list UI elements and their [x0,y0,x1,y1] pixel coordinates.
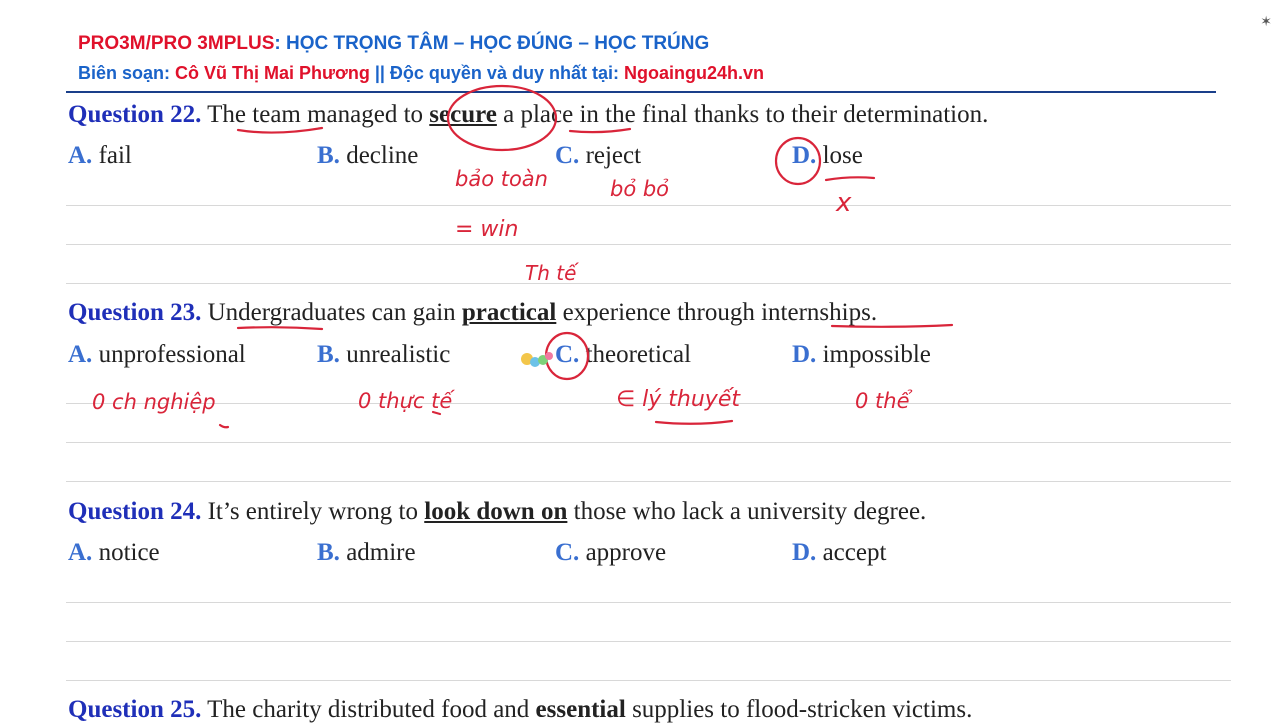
question-text: a place in the final thanks to their determination. [496,101,989,128]
question-text: experience through internships. [556,299,878,326]
option-text: accept [816,539,887,566]
annotation-text: bỏ bỏ [610,177,670,201]
course-name: PRO3M/PRO 3MPLUS [78,33,275,54]
annotation-text: 0 ch nghiệp [92,390,216,414]
question-number: Question 25. [68,696,202,723]
circle-mark [448,86,556,150]
option-letter: D. [792,539,817,566]
option-letter: C. [555,539,580,566]
header-separator: : [274,33,281,54]
editor-name: Cô Vũ Thị Mai Phương [175,63,370,83]
annotation-text: Th tế [525,261,577,285]
tick-mark [220,425,228,427]
question-text: It’s entirely wrong to [201,498,425,525]
option-text: unprofessional [92,341,246,368]
underline-stroke [238,128,322,133]
slogan: HỌC TRỌNG TÂM – HỌC ĐÚNG – HỌC TRÚNG [280,33,710,54]
option-letter: A. [68,539,93,566]
question-number: Question 23. [68,299,202,326]
question-text: those who lack a university degree. [567,498,927,525]
option-letter: A. [68,142,93,169]
option-letter: B. [317,142,340,169]
question-keyword: secure [429,101,497,128]
option-letter: D. [792,142,817,169]
underline-stroke [570,129,630,132]
question-number: Question 22. [68,101,202,128]
question-text: supplies to flood-stricken victims. [625,696,973,723]
question-keyword: look down on [424,498,568,525]
annotation-text: 0 thể [855,389,910,413]
option-letter: D. [792,341,817,368]
question-keyword: practical [461,299,557,326]
option-text: fail [92,142,132,169]
annotation-text: bảo toàn [455,167,548,191]
option-letter: B. [317,341,340,368]
option-text: approve [579,539,667,566]
annotation-text: ∈ lý thuyết [616,387,740,412]
site-name: Ngoaingu24h.vn [623,63,764,83]
option-letter: B. [317,539,340,566]
annotation-text: 0 thực tế [358,389,453,413]
question-number: Question 24. [68,498,202,525]
option-text: reject [579,142,642,169]
editor-label: Biên soạn: [78,63,176,83]
underline-stroke [656,421,732,424]
question-text: Undergraduates can gain [201,299,462,326]
exclusive-text: || Độc quyền và duy nhất tại: [369,63,624,83]
sparkle-icon: ✶ [1260,14,1272,30]
option-text: admire [339,539,416,566]
question-text: The charity distributed food and [201,696,536,723]
option-letter: C. [555,142,580,169]
answer-circle-mark [776,138,820,184]
option-text: impossible [816,341,931,368]
option-text: decline [339,142,419,169]
option-text: lose [816,142,863,169]
underline-stroke [832,325,952,327]
option-letter: A. [68,341,93,368]
annotation-text: x [836,188,852,218]
underline-stroke [826,177,874,180]
question-keyword: essential [535,696,626,723]
option-text: theoretical [579,341,692,368]
question-text: The team managed to [201,101,430,128]
option-text: notice [92,539,160,566]
option-letter: C. [555,341,580,368]
annotation-text: = win [455,217,519,242]
underline-stroke [238,327,322,329]
option-text: unrealistic [339,341,451,368]
